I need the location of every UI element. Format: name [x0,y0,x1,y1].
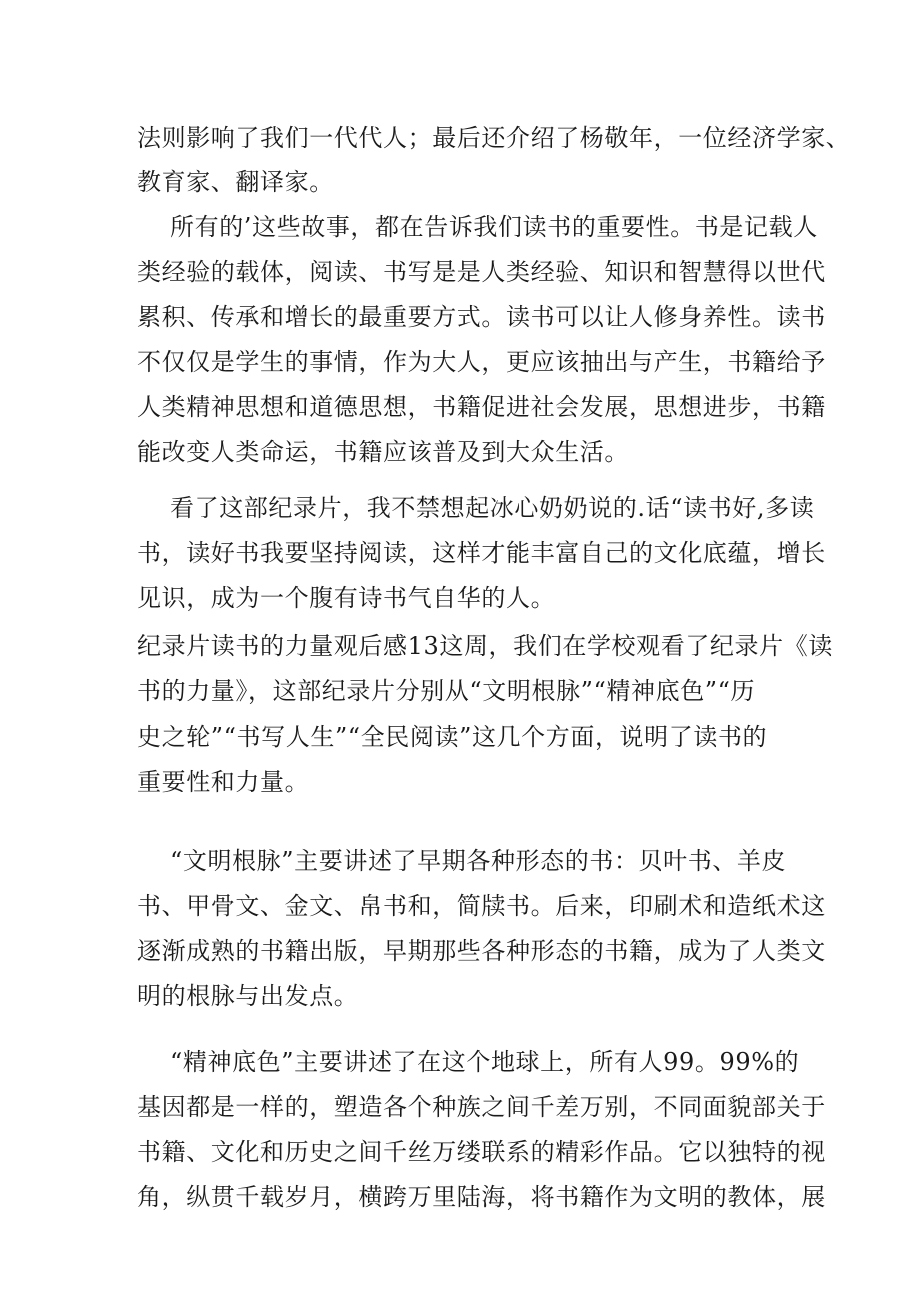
text-line: 书、甲骨文、金文、帛书和，简牍书。后来，印刷术和造纸术这 [137,892,826,920]
text-line: 书的力量》，这部纪录片分别从“文明根脉”“精神底色”“历 [137,677,756,705]
text-line: 见识，成为一个腹有诗书气自华的人。 [137,584,556,612]
text-line: “文明根脉”主要讲述了早期各种形态的书：贝叶书、羊皮 [170,847,787,875]
text-line: 类经验的载体，阅读、书写是是人类经验、知识和智慧得以世代 [137,258,826,286]
text-line: 人类精神思想和道德思想，书籍促进社会发展，思想进步，书籍 [137,393,826,421]
text-line: 教育家、翻译家。 [137,168,334,196]
text-line: 明的根脉与出发点。 [137,982,359,1010]
text-line: 能改变人类命运，书籍应该普及到大众生活。 [137,438,629,466]
text-line: 不仅仅是学生的事情，作为大人，更应该抽出与产生，书籍给予 [137,348,826,376]
text-line: 看了这部纪录片，我不禁想起冰心奶奶说的.话“读书好,多读 [170,494,815,522]
text-line: 所有的’这些故事，都在告诉我们读书的重要性。书是记载人 [170,213,818,241]
text-line: 逐渐成熟的书籍出版，早期那些各种形态的书籍，成为了人类文 [137,937,826,965]
text-line: 基因都是一样的，塑造各个种族之间千差万别，不同面貌部关于 [137,1093,826,1121]
text-line: 史之轮”“书写人生”“全民阅读”这几个方面，说明了读书的 [137,723,768,751]
text-line: 纪录片读书的力量观后感13这周，我们在学校观看了纪录片《读 [137,632,833,660]
text-line: 累积、传承和增长的最重要方式。读书可以让人修身养性。读书 [137,303,826,331]
text-line: 书籍、文化和历史之间千丝万缕联系的精彩作品。它以独特的视 [137,1138,826,1166]
text-line: 角，纵贯千载岁月，横跨万里陆海，将书籍作为文明的教体，展 [137,1183,826,1211]
text-line: 书，读好书我要坚持阅读，这样才能丰富自己的文化底蕴，增长 [137,539,826,567]
text-line: “精神底色”主要讲述了在这个地球上，所有人99。99%的 [170,1048,800,1076]
text-line: 法则影响了我们一代代人；最后还介绍了杨敬年，一位经济学家、 [137,124,851,152]
text-line: 重要性和力量。 [137,768,310,796]
